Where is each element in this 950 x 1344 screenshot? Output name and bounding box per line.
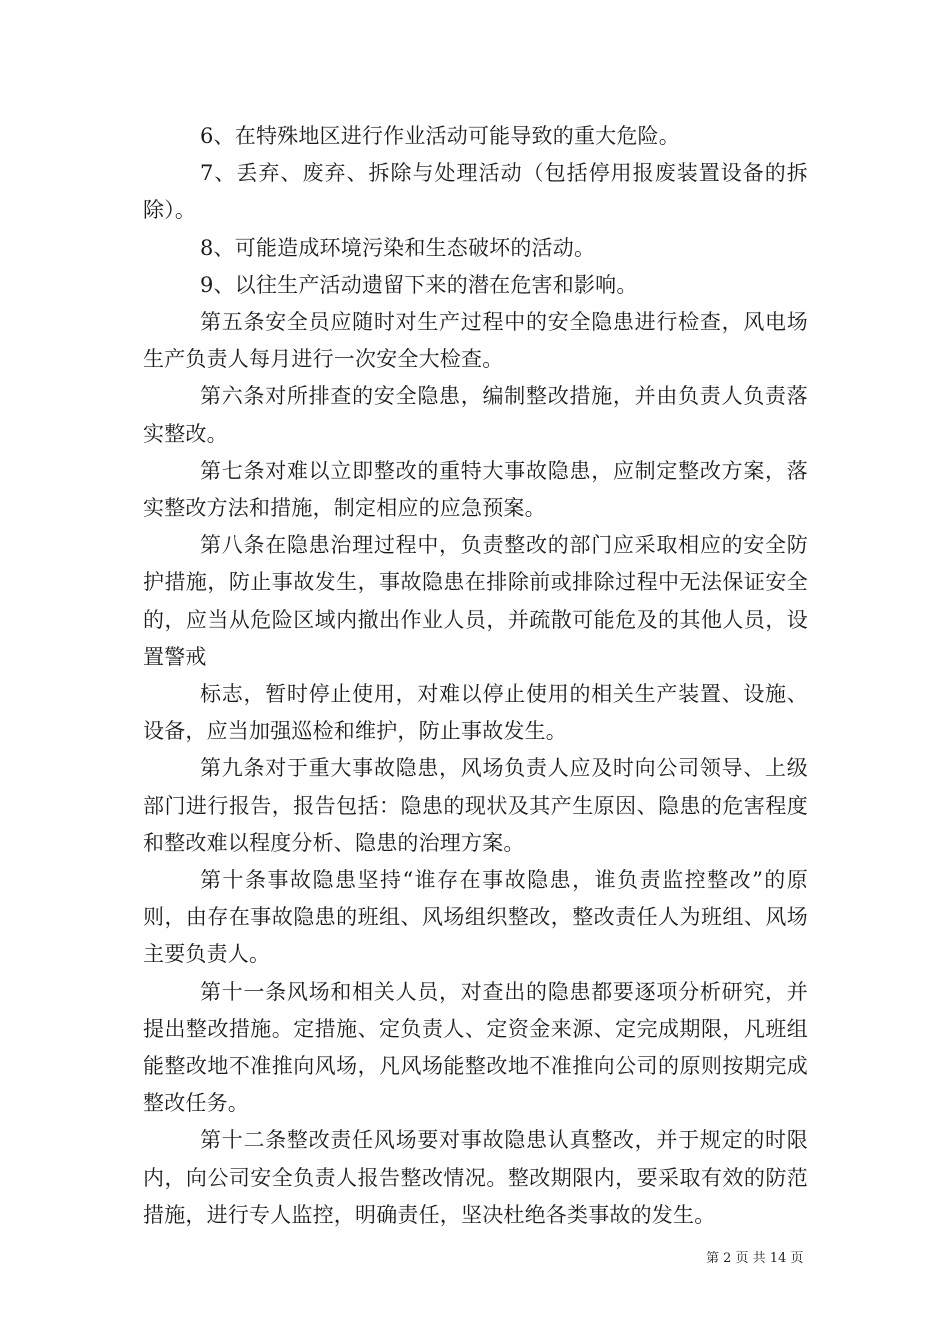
- paragraph-article-11: 第十一条风场和相关人员，对查出的隐患都要逐项分析研究，并提出整改措施。定措施、定负责人、定资金来源、定完成期限，凡班组能整改地不准推向风场，凡风场能整改地不准推向公司的原则按期完成整改任务。: [143, 979, 808, 1116]
- paragraph-article-7: 第七条对难以立即整改的重特大事故隐患，应制定整改方案，落实整改方法和措施，制定相应的应急预案。: [143, 458, 808, 521]
- document-body: [143, 118, 808, 1234]
- paragraph-article-9: 第九条对于重大事故隐患，风场负责人应及时向公司领导、上级部门进行报告，报告包括：隐患的现状及其产生原因、隐患的危害程度和整改难以程度分析、隐患的治理方案。: [143, 756, 808, 855]
- paragraph-article-10: 第十条事故隐患坚持“谁存在事故隐患，谁负责监控整改”的原则，由存在事故隐患的班组、风场组织整改，整改责任人为班组、风场主要负责人。: [143, 868, 808, 967]
- paragraph-item-7: 7、丢弃、废弃、拆除与处理活动（包括停用报废装置设备的拆除）。: [143, 161, 808, 223]
- paragraph-item-8: 8、可能造成环境污染和生态破坏的活动。: [200, 235, 596, 260]
- paragraph-item-9: 9、以往生产活动遗留下来的潜在危害和影响。: [200, 272, 638, 297]
- paragraph-article-8: 第八条在隐患治理过程中，负责整改的部门应采取相应的安全防护措施，防止事故发生，事故隐患在排除前或排除过程中无法保证安全的，应当从危险区域内撤出作业人员，并疏散可能危及的其他人员，设置警戒: [143, 533, 808, 669]
- page-number-footer: 第 2 页 共 14 页: [706, 1251, 804, 1266]
- paragraph-article-5: 第五条安全员应随时对生产过程中的安全隐患进行检查，风电场生产负责人每月进行一次安全大检查。: [143, 310, 808, 372]
- paragraph-item-6: 6、在特殊地区进行作业活动可能导致的重大危险。: [200, 124, 680, 148]
- paragraph-article-12: 第十二条整改责任风场要对事故隐患认真整改，并于规定的时限内，向公司安全负责人报告整改情况。整改期限内，要采取有效的防范措施，进行专人监控，明确责任，坚决杜绝各类事故的发生。: [143, 1128, 808, 1227]
- paragraph-article-6: 第六条对所排查的安全隐患，编制整改措施，并由负责人负责落实整改。: [143, 384, 808, 446]
- paragraph-article-8-continued: 标志，暂时停止使用，对难以停止使用的相关生产装置、设施、设备，应当加强巡检和维护，防止事故发生。: [143, 682, 808, 744]
